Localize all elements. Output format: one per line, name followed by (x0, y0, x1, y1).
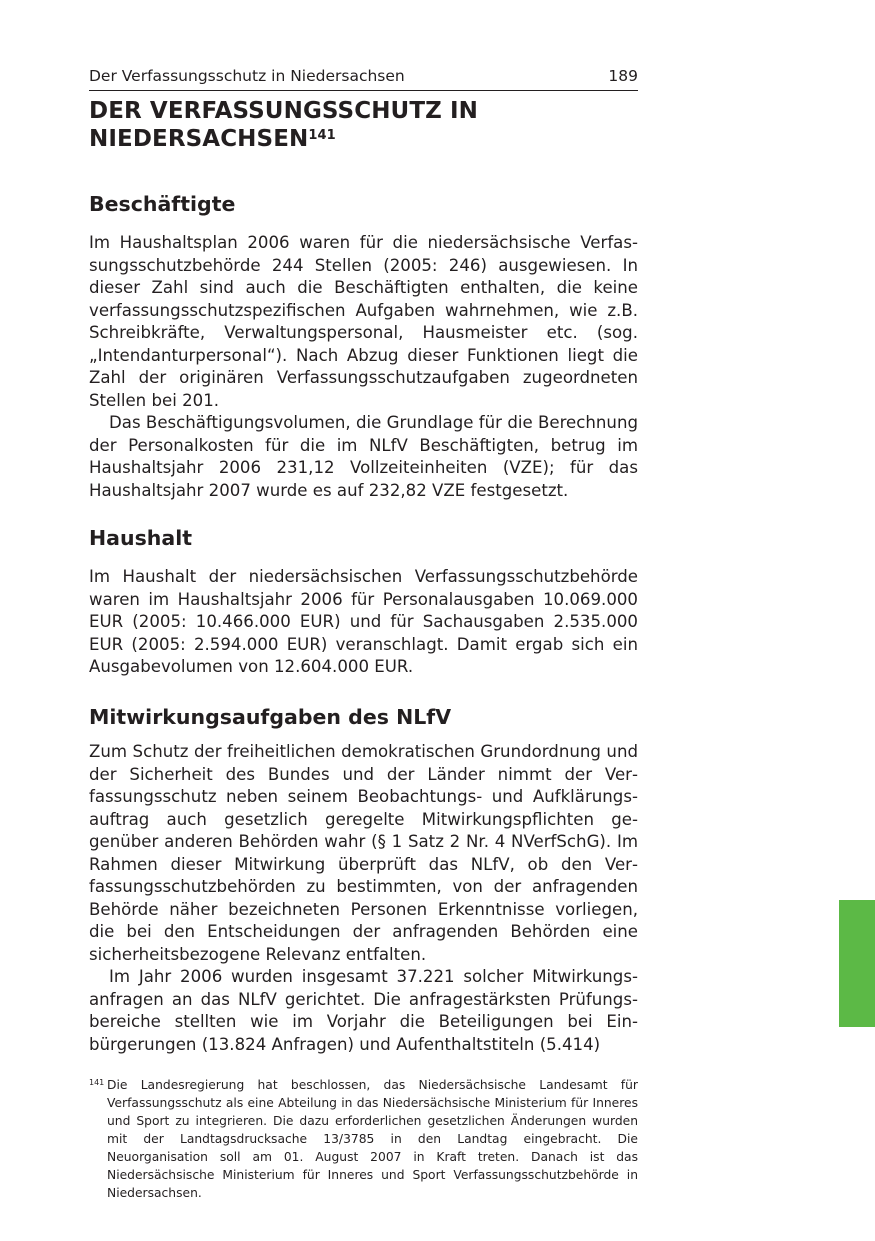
paragraph: Im Haushaltsplan 2006 waren für die niedersächsische Verfassungsschutzbehörde 244 Stellen (2005: 246) ausgewiesen. In dieser Zahl sind auch die Beschäftigten enthalten, die keine verfassungsschutzspezifischen Aufgaben wahrnehmen, wie z.B. Schreibkräfte, Verwaltungspersonal, Hausmeister etc. (sog. „Intendanturpersonal“). Nach Abzug dieser Funktionen liegt die Zahl der originären Verfassungsschutzaufgaben zugeordneten Stellen bei 201. (89, 233, 638, 410)
running-head (89, 66, 638, 91)
running-head-title: Der Verfassungsschutz in Niedersachsen (89, 67, 405, 85)
section-body-beschaeftigte (89, 232, 638, 502)
page-title-line2: NIEDERSACHSEN (89, 126, 309, 152)
section-body-haushalt (89, 566, 638, 679)
page-number: 189 (608, 67, 638, 85)
section-heading-beschaeftigte: Beschäftigte (89, 192, 236, 216)
paragraph: Das Beschäftigungsvolumen, die Grundlage für die Berechnung der Personalkosten für die im NLfV Beschäftigten, betrug im Haushaltsjahr 2006 231,12 Vollzeiteinheiten (VZE); für das Haushaltsjahr 2007 wurde es auf 232,82 VZE festgesetzt. (89, 413, 638, 500)
section-heading-mitwirkung: Mitwirkungsaufgaben des NLfV (89, 705, 452, 729)
footnote-text: Die Landesregierung hat beschlossen, das Niedersächsische Landesamt für Verfassungsschutz als eine Abteilung in das Niedersächsische Ministerium für Inneres und Sport zu integrieren. Die dazu erforderlichen gesetzlichen Änderungen wurden mit der Landtagsdrucksache 13/3785 in den Landtag eingebracht. Die Neuorganisation soll am 01. August 2007 in Kraft treten. Danach ist das Niedersächsische Ministerium für Inneres und Sport Verfassungsschutzbehörde in Niedersachsen. (107, 1078, 638, 1200)
paragraph: Im Jahr 2006 wurden insgesamt 37.221 solcher Mitwirkungsanfragen an das NLfV gerichtet. Die anfragestärksten Prüfungsbereiche stellten wie im Vorjahr die Beteiligungen bei Einbürgerungen (13.824 Anfragen) und Aufenthaltstiteln (5.414) (89, 967, 638, 1054)
page-title (89, 97, 649, 153)
footnote-number: 141 (89, 1078, 105, 1087)
section-heading-haushalt: Haushalt (89, 526, 193, 550)
footnote (89, 1076, 638, 1202)
footnote-reference: 141 (308, 128, 336, 143)
section-body-mitwirkung (89, 741, 638, 1056)
paragraph: Zum Schutz der freiheitlichen demokratischen Grundordnung und der Sicherheit des Bundes und der Länder nimmt der Verfassungsschutz neben seinem Beobachtungs- und Aufklärungsauftrag auch gesetzlich geregelte Mitwirkungspflichten gegenüber anderen Behörden wahr (§ 1 Satz 2 Nr. 4 NVerfSchG). Im Rahmen dieser Mitwirkung überprüft das NLfV, ob den Verfassungsschutzbehörden zu bestimmten, von der anfragenden Behörde näher bezeichneten Personen Erkenntnisse vorliegen, die bei den Entscheidungen der anfragenden Behörden eine sicherheitsbezogene Relevanz entfalten. (89, 742, 638, 964)
paragraph: Im Haushalt der niedersächsischen Verfassungsschutzbehörde waren im Haushaltsjahr 2006 für Personalausgaben 10.069.000 EUR (2005: 10.466.000 EUR) und für Sachausgaben 2.535.000 EUR (2005: 2.594.000 EUR) veranschlagt. Damit ergab sich ein Ausgabevolumen von 12.604.000 EUR. (89, 567, 638, 676)
page-title-line1: DER VERFASSUNGSSCHUTZ IN (89, 98, 478, 124)
chapter-tab-marker (839, 900, 875, 1027)
